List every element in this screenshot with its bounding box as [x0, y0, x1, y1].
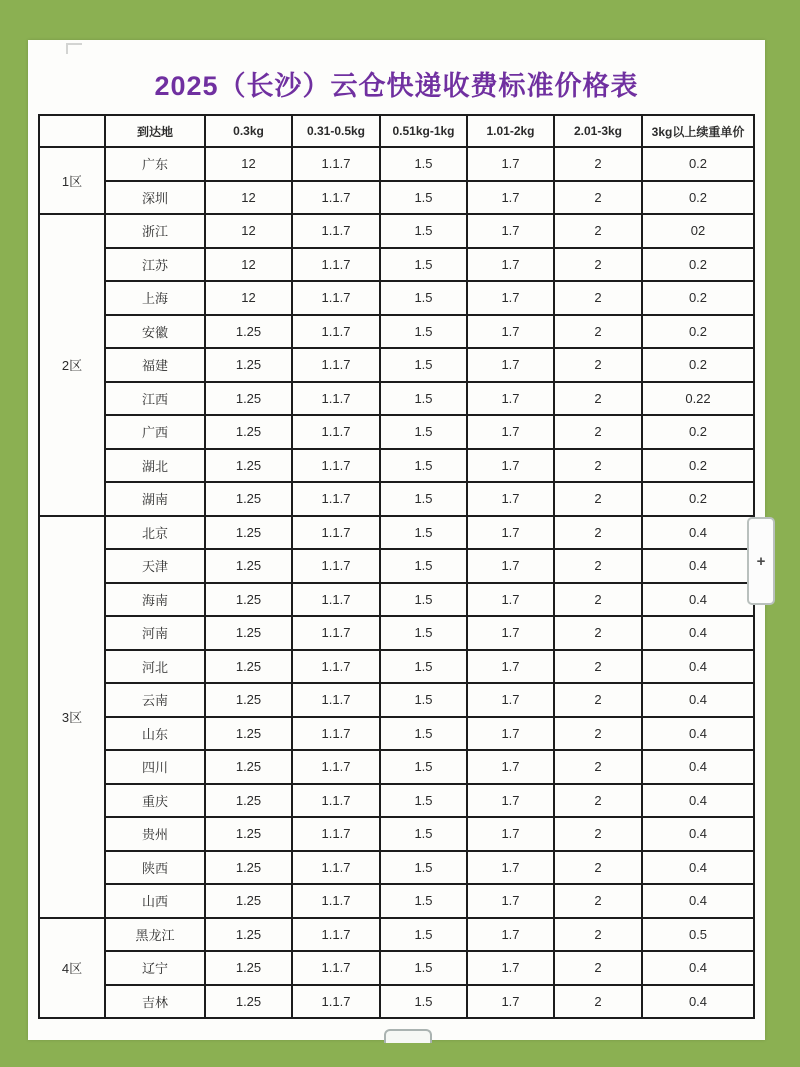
price-cell: 1.5	[380, 348, 467, 382]
price-cell: 1.5	[380, 985, 467, 1019]
table-row	[39, 516, 754, 550]
price-cell: 2	[554, 717, 642, 751]
price-cell: 0.4	[642, 683, 754, 717]
price-cell: 2	[554, 549, 642, 583]
table-row	[39, 281, 754, 315]
price-cell: 1.1.7	[292, 851, 380, 885]
destination-cell: 云南	[105, 683, 205, 717]
price-cell: 0.4	[642, 750, 754, 784]
price-cell: 1.7	[467, 650, 554, 684]
price-cell: 0.4	[642, 717, 754, 751]
corner-fold-mark	[66, 43, 82, 54]
price-cell: 1.5	[380, 750, 467, 784]
price-cell: 1.25	[205, 315, 292, 349]
price-cell: 0.2	[642, 147, 754, 181]
price-cell: 2	[554, 583, 642, 617]
table-row	[39, 616, 754, 650]
price-cell: 1.1.7	[292, 750, 380, 784]
price-cell: 1.7	[467, 750, 554, 784]
page-title: 2025（长沙）云仓快递收费标准价格表	[154, 71, 639, 101]
table-row	[39, 784, 754, 818]
price-cell: 1.7	[467, 683, 554, 717]
price-cell: 1.7	[467, 851, 554, 885]
price-cell: 1.5	[380, 683, 467, 717]
price-cell: 1.1.7	[292, 985, 380, 1019]
price-table	[38, 114, 755, 1019]
price-table-body	[39, 147, 754, 1018]
destination-cell: 江苏	[105, 248, 205, 282]
price-cell: 1.5	[380, 382, 467, 416]
price-cell: 0.4	[642, 616, 754, 650]
price-cell: 2	[554, 449, 642, 483]
price-cell: 1.5	[380, 549, 467, 583]
price-cell: 1.1.7	[292, 415, 380, 449]
table-row	[39, 181, 754, 215]
price-cell: 1.5	[380, 281, 467, 315]
price-cell: 1.5	[380, 214, 467, 248]
destination-cell: 湖北	[105, 449, 205, 483]
column-header-6: 2.01-3kg	[554, 115, 642, 147]
price-cell: 02	[642, 214, 754, 248]
price-cell: 1.5	[380, 315, 467, 349]
destination-cell: 上海	[105, 281, 205, 315]
column-header-2: 0.3kg	[205, 115, 292, 147]
price-cell: 1.5	[380, 248, 467, 282]
price-cell: 1.7	[467, 281, 554, 315]
destination-cell: 黑龙江	[105, 918, 205, 952]
destination-cell: 河北	[105, 650, 205, 684]
table-row	[39, 750, 754, 784]
table-row	[39, 147, 754, 181]
price-cell: 0.4	[642, 516, 754, 550]
price-cell: 1.7	[467, 784, 554, 818]
price-cell: 1.25	[205, 683, 292, 717]
price-cell: 2	[554, 482, 642, 516]
price-cell: 2	[554, 683, 642, 717]
table-row	[39, 482, 754, 516]
plus-icon: +	[756, 552, 766, 570]
table-row	[39, 382, 754, 416]
price-cell: 1.1.7	[292, 918, 380, 952]
zone-cell: 4区	[39, 918, 105, 1019]
price-cell: 0.4	[642, 817, 754, 851]
table-row	[39, 884, 754, 918]
price-cell: 1.5	[380, 951, 467, 985]
price-cell: 0.2	[642, 281, 754, 315]
price-cell: 1.25	[205, 549, 292, 583]
table-row	[39, 348, 754, 382]
destination-cell: 广西	[105, 415, 205, 449]
price-cell: 12	[205, 181, 292, 215]
price-cell: 1.25	[205, 750, 292, 784]
price-cell: 1.7	[467, 147, 554, 181]
price-cell: 1.7	[467, 181, 554, 215]
destination-cell: 重庆	[105, 784, 205, 818]
destination-cell: 贵州	[105, 817, 205, 851]
price-cell: 2	[554, 616, 642, 650]
header-row	[39, 115, 754, 147]
table-row	[39, 951, 754, 985]
destination-cell: 北京	[105, 516, 205, 550]
price-cell: 1.25	[205, 784, 292, 818]
price-cell: 1.25	[205, 918, 292, 952]
table-row	[39, 449, 754, 483]
bottom-page-handle[interactable]	[384, 1029, 432, 1043]
price-cell: 1.1.7	[292, 583, 380, 617]
price-cell: 1.25	[205, 382, 292, 416]
price-cell: 1.25	[205, 348, 292, 382]
price-sheet	[28, 40, 765, 1040]
price-cell: 1.5	[380, 516, 467, 550]
price-cell: 1.1.7	[292, 784, 380, 818]
destination-cell: 山西	[105, 884, 205, 918]
price-cell: 2	[554, 985, 642, 1019]
price-cell: 1.5	[380, 616, 467, 650]
price-cell: 1.1.7	[292, 683, 380, 717]
price-cell: 12	[205, 281, 292, 315]
price-cell: 0.4	[642, 884, 754, 918]
price-cell: 12	[205, 248, 292, 282]
price-cell: 1.25	[205, 650, 292, 684]
table-row	[39, 918, 754, 952]
price-cell: 0.4	[642, 951, 754, 985]
price-cell: 1.25	[205, 985, 292, 1019]
column-header-0	[39, 115, 105, 147]
price-cell: 1.5	[380, 884, 467, 918]
price-cell: 0.2	[642, 315, 754, 349]
destination-cell: 深圳	[105, 181, 205, 215]
price-cell: 1.5	[380, 482, 467, 516]
price-cell: 2	[554, 348, 642, 382]
price-cell: 1.5	[380, 717, 467, 751]
price-cell: 1.25	[205, 449, 292, 483]
destination-cell: 湖南	[105, 482, 205, 516]
table-row	[39, 717, 754, 751]
price-cell: 1.7	[467, 583, 554, 617]
price-cell: 1.25	[205, 884, 292, 918]
price-cell: 1.5	[380, 449, 467, 483]
column-header-3: 0.31-0.5kg	[292, 115, 380, 147]
price-cell: 0.2	[642, 348, 754, 382]
column-header-5: 1.01-2kg	[467, 115, 554, 147]
price-cell: 0.2	[642, 482, 754, 516]
price-cell: 1.7	[467, 985, 554, 1019]
price-cell: 1.25	[205, 583, 292, 617]
price-cell: 12	[205, 214, 292, 248]
price-cell: 2	[554, 382, 642, 416]
price-cell: 0.2	[642, 248, 754, 282]
price-cell: 1.7	[467, 449, 554, 483]
destination-cell: 河南	[105, 616, 205, 650]
destination-cell: 安徽	[105, 315, 205, 349]
price-cell: 0.2	[642, 181, 754, 215]
price-cell: 1.1.7	[292, 181, 380, 215]
price-cell: 1.5	[380, 181, 467, 215]
table-row	[39, 415, 754, 449]
price-cell: 1.7	[467, 616, 554, 650]
table-row	[39, 315, 754, 349]
price-cell: 2	[554, 147, 642, 181]
price-cell: 1.5	[380, 583, 467, 617]
price-cell: 2	[554, 214, 642, 248]
destination-cell: 辽宁	[105, 951, 205, 985]
price-cell: 2	[554, 750, 642, 784]
price-cell: 1.25	[205, 851, 292, 885]
price-cell: 1.7	[467, 415, 554, 449]
price-cell: 2	[554, 315, 642, 349]
price-cell: 2	[554, 817, 642, 851]
price-cell: 1.1.7	[292, 717, 380, 751]
table-row	[39, 583, 754, 617]
price-cell: 2	[554, 181, 642, 215]
price-cell: 1.1.7	[292, 516, 380, 550]
column-header-1: 到达地	[105, 115, 205, 147]
side-resize-handle[interactable]	[747, 517, 775, 605]
price-cell: 1.1.7	[292, 281, 380, 315]
destination-cell: 吉林	[105, 985, 205, 1019]
price-cell: 1.1.7	[292, 549, 380, 583]
zone-cell: 1区	[39, 147, 105, 214]
price-cell: 2	[554, 281, 642, 315]
table-row	[39, 248, 754, 282]
price-cell: 2	[554, 650, 642, 684]
price-cell: 0.4	[642, 784, 754, 818]
price-cell: 2	[554, 248, 642, 282]
price-cell: 2	[554, 415, 642, 449]
price-cell: 1.25	[205, 482, 292, 516]
price-table-header	[39, 115, 754, 147]
price-cell: 1.7	[467, 482, 554, 516]
price-cell: 0.2	[642, 415, 754, 449]
price-cell: 1.1.7	[292, 884, 380, 918]
price-cell: 1.1.7	[292, 214, 380, 248]
price-cell: 2	[554, 851, 642, 885]
price-cell: 2	[554, 918, 642, 952]
price-cell: 1.25	[205, 516, 292, 550]
price-cell: 1.5	[380, 918, 467, 952]
destination-cell: 浙江	[105, 214, 205, 248]
price-cell: 0.22	[642, 382, 754, 416]
table-row	[39, 817, 754, 851]
price-cell: 0.4	[642, 985, 754, 1019]
column-header-7: 3kg以上续重单价	[642, 115, 754, 147]
price-cell: 1.25	[205, 616, 292, 650]
price-cell: 12	[205, 147, 292, 181]
price-cell: 1.25	[205, 415, 292, 449]
price-cell: 1.7	[467, 549, 554, 583]
price-cell: 1.1.7	[292, 650, 380, 684]
table-row	[39, 985, 754, 1019]
price-cell: 2	[554, 516, 642, 550]
price-cell: 1.5	[380, 415, 467, 449]
price-cell: 2	[554, 784, 642, 818]
table-row	[39, 851, 754, 885]
price-cell: 1.1.7	[292, 315, 380, 349]
price-cell: 1.5	[380, 147, 467, 181]
price-cell: 1.25	[205, 717, 292, 751]
price-cell: 1.1.7	[292, 348, 380, 382]
price-cell: 1.7	[467, 884, 554, 918]
price-cell: 1.25	[205, 951, 292, 985]
price-cell: 1.1.7	[292, 147, 380, 181]
price-cell: 0.4	[642, 851, 754, 885]
price-cell: 1.7	[467, 918, 554, 952]
price-cell: 0.4	[642, 583, 754, 617]
destination-cell: 陕西	[105, 851, 205, 885]
destination-cell: 江西	[105, 382, 205, 416]
price-cell: 1.1.7	[292, 482, 380, 516]
destination-cell: 福建	[105, 348, 205, 382]
price-cell: 1.7	[467, 717, 554, 751]
zone-cell: 2区	[39, 214, 105, 516]
price-cell: 2	[554, 951, 642, 985]
price-cell: 1.1.7	[292, 616, 380, 650]
price-cell: 0.4	[642, 650, 754, 684]
price-cell: 0.2	[642, 449, 754, 483]
column-header-4: 0.51kg-1kg	[380, 115, 467, 147]
price-cell: 1.7	[467, 348, 554, 382]
table-row	[39, 214, 754, 248]
price-cell: 1.1.7	[292, 951, 380, 985]
destination-cell: 山东	[105, 717, 205, 751]
table-row	[39, 650, 754, 684]
price-cell: 0.5	[642, 918, 754, 952]
price-cell: 1.1.7	[292, 817, 380, 851]
price-cell: 1.5	[380, 851, 467, 885]
price-cell: 1.7	[467, 817, 554, 851]
price-cell: 1.7	[467, 951, 554, 985]
destination-cell: 天津	[105, 549, 205, 583]
price-cell: 1.7	[467, 516, 554, 550]
table-row	[39, 549, 754, 583]
price-cell: 0.4	[642, 549, 754, 583]
destination-cell: 海南	[105, 583, 205, 617]
destination-cell: 广东	[105, 147, 205, 181]
price-cell: 1.25	[205, 817, 292, 851]
zone-cell: 3区	[39, 516, 105, 918]
price-cell: 1.7	[467, 382, 554, 416]
price-cell: 1.5	[380, 817, 467, 851]
price-cell: 1.7	[467, 214, 554, 248]
table-row	[39, 683, 754, 717]
price-cell: 1.7	[467, 315, 554, 349]
price-cell: 1.7	[467, 248, 554, 282]
destination-cell: 四川	[105, 750, 205, 784]
price-cell: 1.1.7	[292, 449, 380, 483]
price-cell: 1.1.7	[292, 382, 380, 416]
price-cell: 2	[554, 884, 642, 918]
price-cell: 1.1.7	[292, 248, 380, 282]
price-cell: 1.5	[380, 650, 467, 684]
price-cell: 1.5	[380, 784, 467, 818]
